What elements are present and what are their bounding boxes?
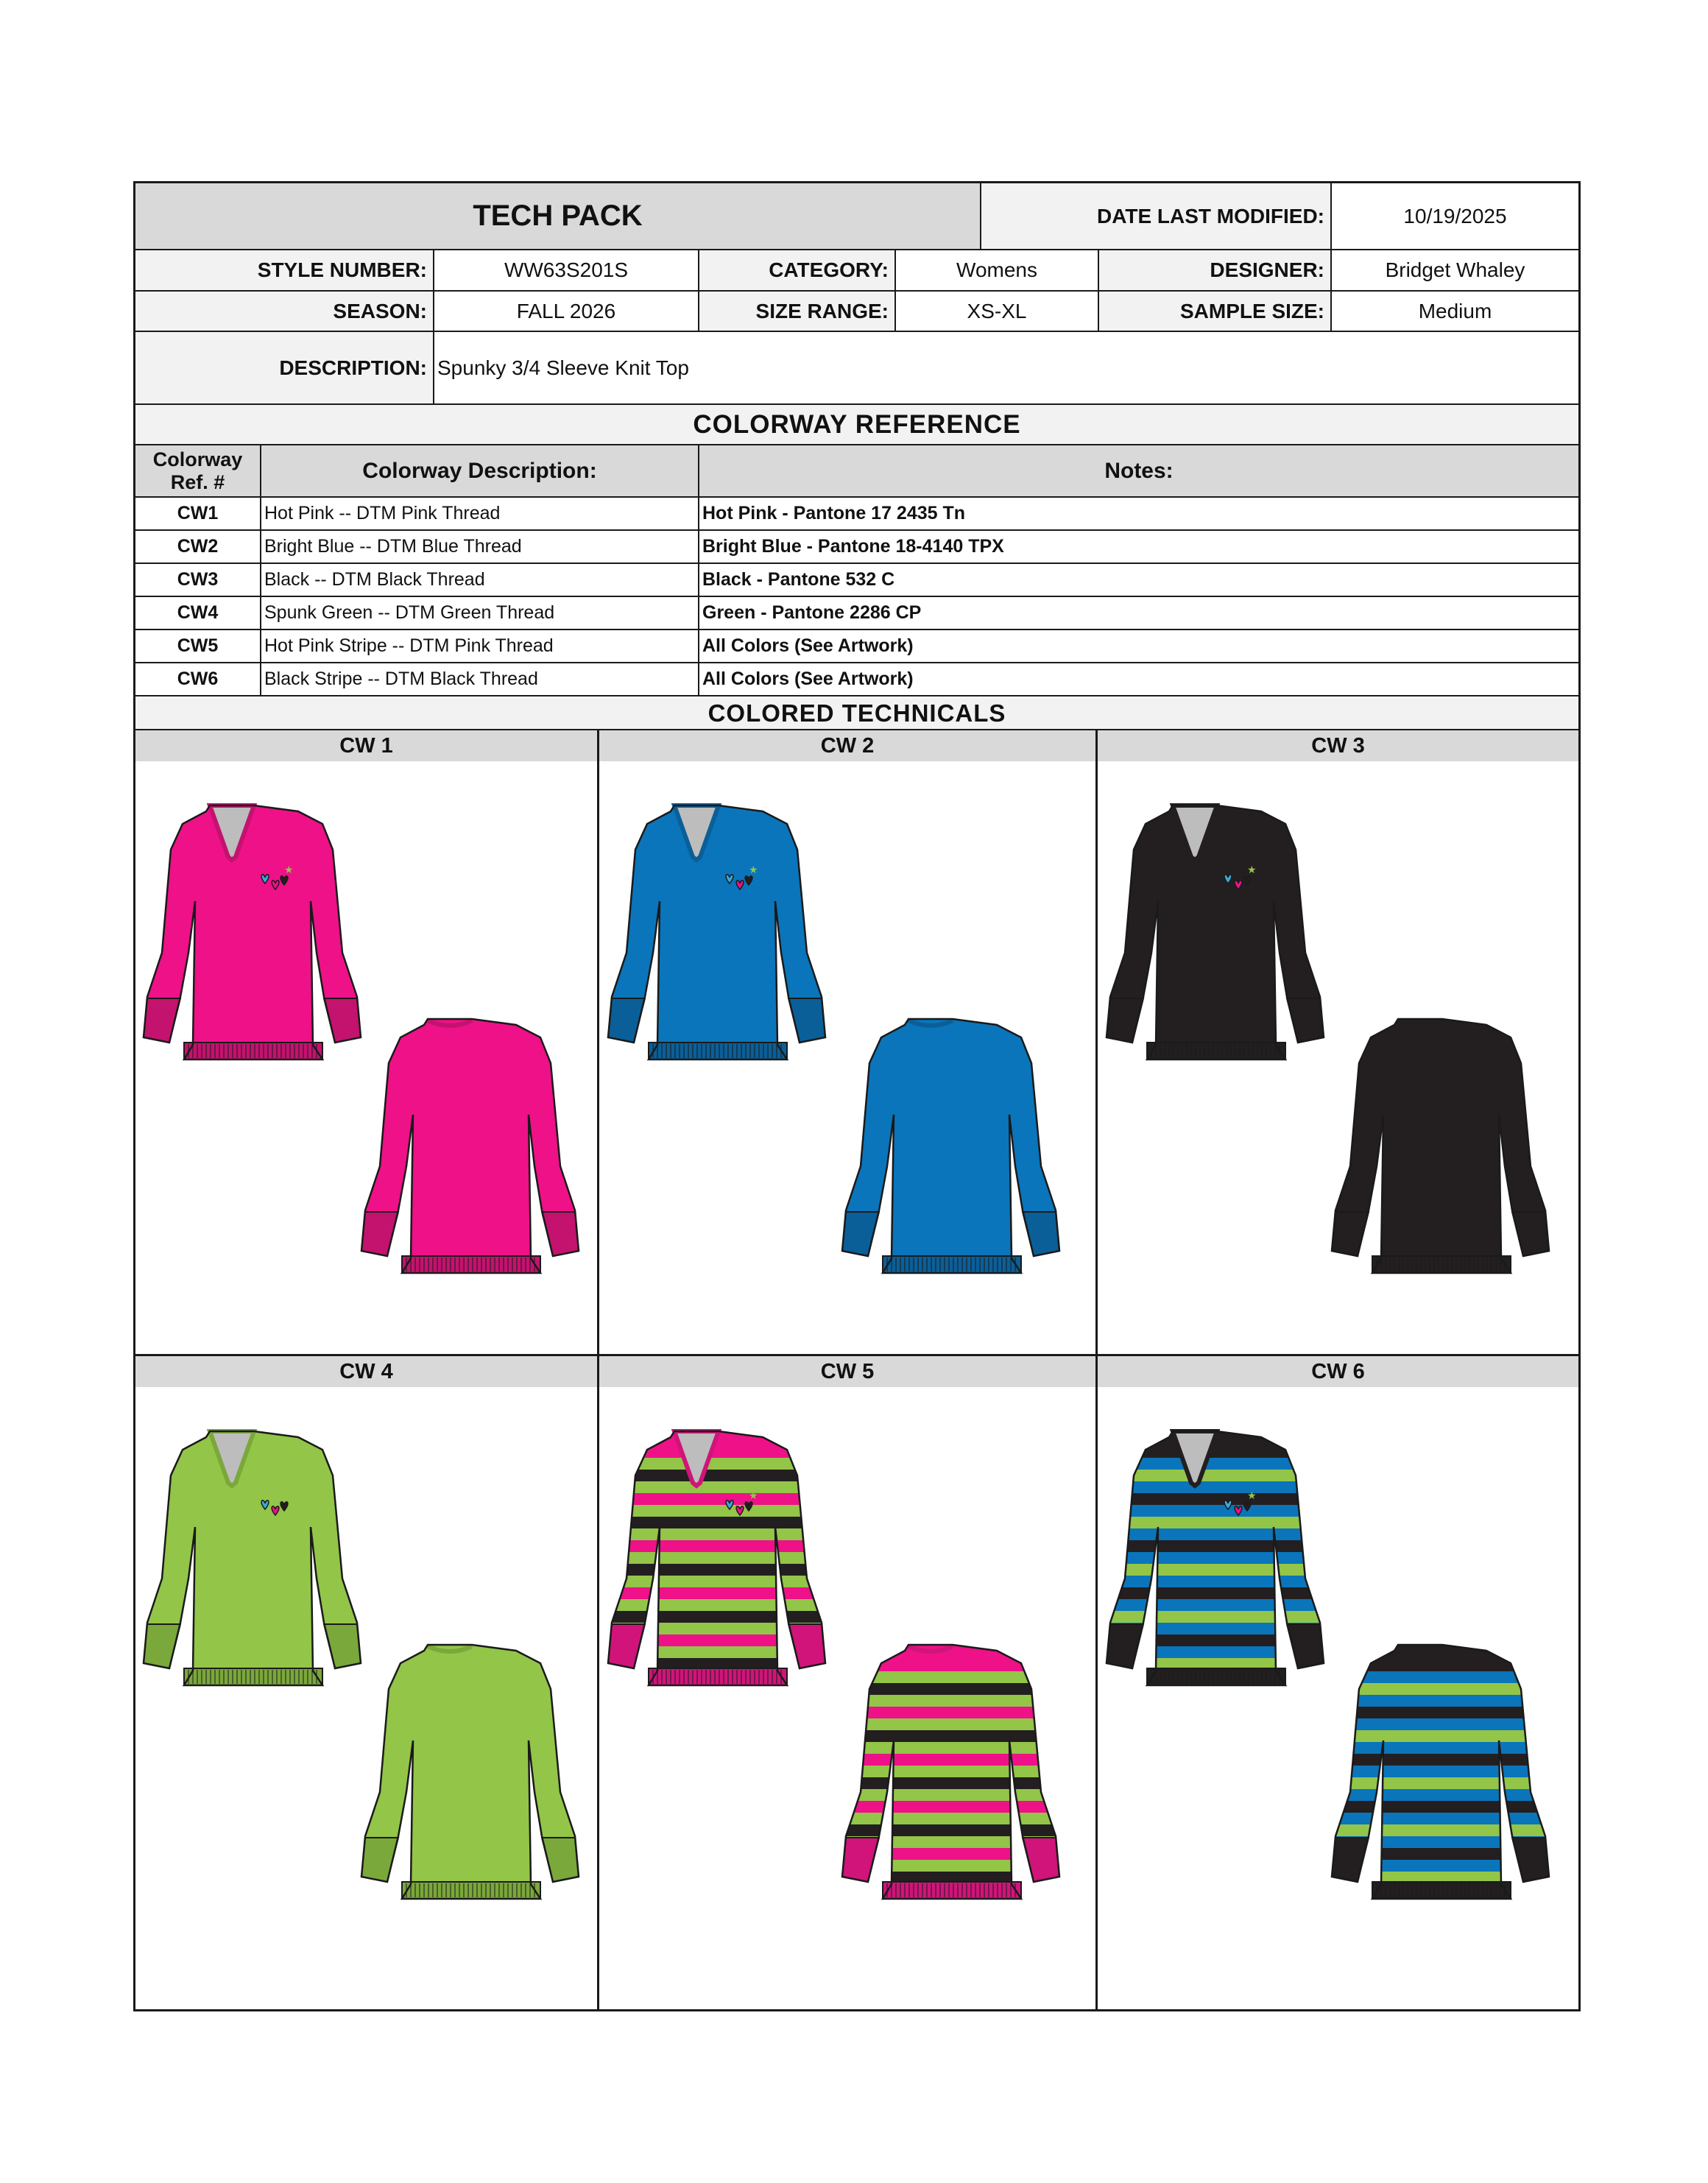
description-label: DESCRIPTION: bbox=[135, 332, 434, 403]
sweater-body bbox=[361, 1645, 579, 1899]
designer-value: Bridget Whaley bbox=[1385, 258, 1525, 281]
date-label: DATE LAST MODIFIED: bbox=[981, 183, 1332, 249]
colorway-ref: CW1 bbox=[135, 498, 261, 529]
colorway-panel-label: CW 2 bbox=[599, 730, 1095, 761]
category-value: Womens bbox=[896, 250, 1099, 290]
sweater-body bbox=[144, 1431, 361, 1685]
colored-technical-sketch bbox=[599, 761, 1098, 1352]
sweater-back-sketch bbox=[361, 1645, 579, 1899]
sweater-back-sketch bbox=[1328, 1645, 1556, 1919]
sweater-front-sketch bbox=[1103, 1431, 1331, 1705]
colorway-panel-label: CW 4 bbox=[135, 1356, 597, 1387]
colored-technical-sketch bbox=[135, 1387, 599, 2005]
colorway-description-header: Colorway Description: bbox=[261, 445, 699, 496]
colored-technical-sketch bbox=[1098, 1387, 1578, 2005]
colorway-note: Green - Pantone 2286 CP bbox=[702, 602, 922, 623]
colorway-row bbox=[135, 663, 1578, 696]
colorway-panel bbox=[1098, 730, 1578, 1356]
sample-size-value: Medium bbox=[1418, 299, 1492, 322]
colorway-panel-label: CW 3 bbox=[1098, 730, 1578, 761]
page-title: TECH PACK bbox=[135, 183, 981, 249]
svg-text:★: ★ bbox=[1247, 1489, 1257, 1501]
colorway-note: Bright Blue - Pantone 18-4140 TPX bbox=[702, 536, 1004, 557]
colorway-ref: CW6 bbox=[135, 663, 261, 695]
colorway-row bbox=[135, 630, 1578, 663]
colorway-panel bbox=[135, 730, 599, 1356]
colorway-panel-label: CW 5 bbox=[599, 1356, 1095, 1387]
sweater-body bbox=[144, 805, 361, 1059]
date-value: 10/19/2025 bbox=[1403, 204, 1507, 228]
sweater-front-sketch bbox=[1107, 805, 1324, 1059]
colorway-section-title: COLORWAY REFERENCE bbox=[135, 405, 1578, 444]
style-number-value: WW63S201S bbox=[434, 250, 699, 290]
sweater-front-sketch bbox=[144, 1431, 361, 1685]
colorway-header-row bbox=[135, 445, 1578, 498]
sweater-back-sketch bbox=[839, 1645, 1067, 1919]
season-row bbox=[135, 292, 1578, 332]
colorway-description: Black Stripe -- DTM Black Thread bbox=[261, 663, 699, 695]
colorway-row bbox=[135, 564, 1578, 597]
colorway-note: All Colors (See Artwork) bbox=[702, 669, 914, 689]
colorway-description: Hot Pink -- DTM Pink Thread bbox=[261, 498, 699, 529]
season-label: SEASON: bbox=[135, 292, 434, 331]
sweater-body bbox=[842, 1019, 1059, 1273]
sample-size-label: SAMPLE SIZE: bbox=[1099, 292, 1332, 331]
colored-technical-sketch bbox=[135, 761, 599, 1352]
sweater-front-sketch bbox=[608, 805, 825, 1059]
colored-technical-sketch bbox=[1098, 761, 1578, 1352]
style-row bbox=[135, 250, 1578, 292]
colorway-note: Hot Pink - Pantone 17 2435 Tn bbox=[702, 503, 966, 523]
sweater-front-sketch bbox=[144, 805, 361, 1059]
svg-text:★: ★ bbox=[749, 864, 758, 875]
technicals-grid bbox=[135, 730, 1578, 2009]
colorway-panel-label: CW 1 bbox=[135, 730, 597, 761]
svg-text:★: ★ bbox=[284, 864, 294, 875]
sweater-back-sketch bbox=[842, 1019, 1059, 1273]
colorway-panel-label: CW 6 bbox=[1098, 1356, 1578, 1387]
sweater-back-sketch bbox=[361, 1019, 579, 1273]
category-label: CATEGORY: bbox=[699, 250, 896, 290]
colorway-panel bbox=[135, 1356, 599, 2009]
colorway-panel bbox=[599, 730, 1098, 1356]
colorway-note: All Colors (See Artwork) bbox=[702, 635, 914, 656]
technicals-section-row bbox=[135, 698, 1578, 730]
colorway-row bbox=[135, 531, 1578, 564]
colorway-ref: CW2 bbox=[135, 531, 261, 562]
sweater-body bbox=[608, 805, 825, 1059]
title-row bbox=[135, 183, 1578, 250]
colorway-ref-header: Colorway Ref. # bbox=[135, 445, 261, 496]
sweater-body bbox=[1107, 805, 1324, 1059]
technicals-section-title: COLORED TECHNICALS bbox=[135, 698, 1578, 729]
colorway-description: Hot Pink Stripe -- DTM Pink Thread bbox=[261, 630, 699, 662]
sweater-body bbox=[1332, 1019, 1549, 1273]
colorway-ref: CW5 bbox=[135, 630, 261, 662]
style-number-label: STYLE NUMBER: bbox=[135, 250, 434, 290]
svg-text:★: ★ bbox=[1247, 864, 1257, 875]
colorway-notes-header: Notes: bbox=[699, 445, 1578, 496]
colorway-description: Spunk Green -- DTM Green Thread bbox=[261, 597, 699, 629]
sweater-body bbox=[361, 1019, 579, 1273]
colorway-row bbox=[135, 597, 1578, 630]
colorway-description: Bright Blue -- DTM Blue Thread bbox=[261, 531, 699, 562]
description-row bbox=[135, 332, 1578, 405]
colored-technical-sketch bbox=[599, 1387, 1098, 2005]
colorway-panel bbox=[599, 1356, 1098, 2009]
colorway-description: Black -- DTM Black Thread bbox=[261, 564, 699, 596]
colorway-ref: CW4 bbox=[135, 597, 261, 629]
sweater-front-sketch bbox=[604, 1431, 833, 1705]
description-value: Spunky 3/4 Sleeve Knit Top bbox=[437, 356, 689, 379]
size-range-value: XS-XL bbox=[896, 292, 1099, 331]
svg-text:★: ★ bbox=[284, 1489, 294, 1501]
season-value: FALL 2026 bbox=[434, 292, 699, 331]
designer-label: DESIGNER: bbox=[1099, 250, 1332, 290]
colorway-section-row bbox=[135, 405, 1578, 445]
tech-pack-sheet bbox=[133, 181, 1581, 2011]
colorway-panel bbox=[1098, 1356, 1578, 2009]
colorway-note: Black - Pantone 532 C bbox=[702, 569, 895, 590]
size-range-label: SIZE RANGE: bbox=[699, 292, 896, 331]
colorway-row bbox=[135, 498, 1578, 531]
svg-text:★: ★ bbox=[749, 1489, 758, 1501]
colorway-ref: CW3 bbox=[135, 564, 261, 596]
sweater-back-sketch bbox=[1332, 1019, 1549, 1273]
